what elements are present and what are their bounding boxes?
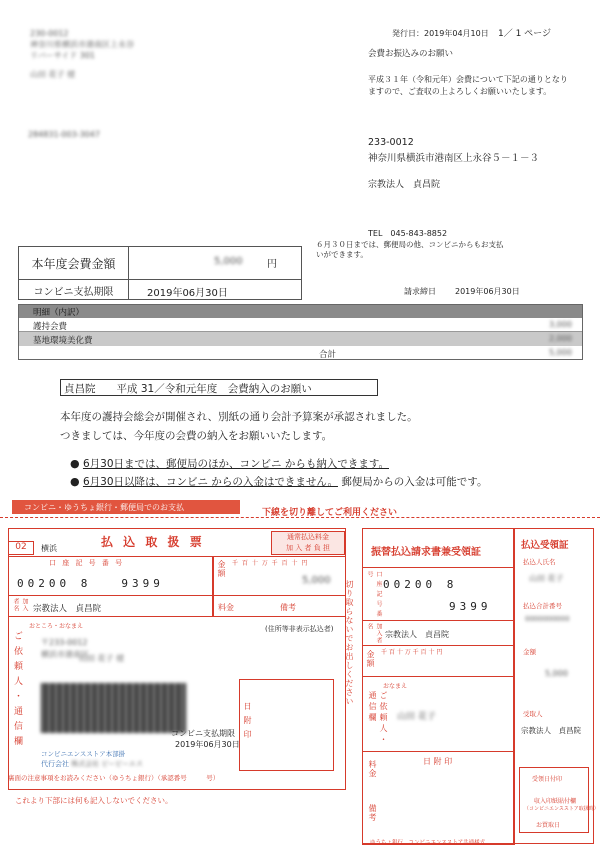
transfer-receipt xyxy=(362,528,514,844)
notice-bullet2-post: 郵便局からの入金は可能です。 xyxy=(341,476,488,488)
payment-receipt xyxy=(514,528,599,844)
member-label: 加入者名 xyxy=(12,598,28,612)
right-amount-value: 5,000 xyxy=(545,669,568,678)
barcode-image xyxy=(41,683,186,733)
details-header-label: 明細（内訳） xyxy=(33,308,85,318)
letter-body-line1: 平成３１年（令和元年）会費について下記の通りとなり xyxy=(368,75,568,84)
slip-code-yokohama: 横浜 xyxy=(41,544,57,553)
slip-deadline-label: コンビニ支払期限 xyxy=(171,729,235,738)
sender-code: 284831-003-3047 xyxy=(28,130,100,139)
slip-fee-box xyxy=(271,531,345,555)
slip-deadline-value: 2019年06月30日 xyxy=(175,740,240,749)
deadline-value: 2019年06月30日 xyxy=(147,288,228,299)
stamp-inner-label: 収入印紙貼付欄 xyxy=(534,798,577,805)
details-row xyxy=(19,318,582,332)
kana-label: おところ・おなまえ xyxy=(29,623,84,630)
sender-line3: リバーサイド 301 xyxy=(30,51,96,60)
mid-account-number: 00200 8 xyxy=(383,578,458,591)
notice-bullet1 xyxy=(70,456,389,471)
slip-amount-header: 千 百 十 万 千 百 十 円 xyxy=(232,560,309,567)
slip-code-02: 02 xyxy=(8,541,34,555)
mid-payer-name: 山田 花子 xyxy=(397,712,436,722)
agent-label: 代行会社 xyxy=(41,760,69,768)
account-box xyxy=(8,556,213,596)
fee-box xyxy=(213,595,346,617)
slip-amount-label: 金額 xyxy=(217,560,226,578)
mid-payer-label: おなまえ xyxy=(383,683,408,690)
notice-bullet2-text: 6月30日以降は、コンビニ からの入金はできません。 xyxy=(82,476,338,488)
right-date-label: お買取日 xyxy=(536,822,561,829)
stamp-label: 日附印 xyxy=(243,702,252,744)
below-note: これより下部には何も記入しないでください。 xyxy=(15,796,173,805)
mid-amount-header: 千 百 十 万 千 百 十 円 xyxy=(381,649,443,656)
fee-label: 料金 xyxy=(218,603,234,612)
bullet-dot-icon: ● xyxy=(70,475,80,488)
right-amount-label: 金額 xyxy=(523,648,536,656)
recipient-address: 神奈川県横浜市港南区上永谷５－１－３ xyxy=(368,153,540,164)
requester-label: ご依頼人・通信欄 xyxy=(12,631,22,751)
notice-line2: つきましては、今年度の会費の納入をお願いいたします。 xyxy=(60,430,333,442)
recipient-note xyxy=(316,240,504,260)
billing-close-value: 2019年06月30日 xyxy=(455,287,520,296)
member-box xyxy=(8,595,213,617)
recipient-name: 宗教法人 貞昌院 xyxy=(368,180,441,190)
mid-fee-label: 料金 xyxy=(368,760,377,778)
mid-fee-stamp-box xyxy=(362,751,515,845)
remarks-label: 備考 xyxy=(280,603,296,612)
details-row xyxy=(19,332,582,346)
sender-name: 山田 花子 様 xyxy=(30,70,76,79)
deadline-label: コンビニ支払期限 xyxy=(19,280,129,300)
payment-slip xyxy=(8,528,346,805)
letter-greeting: 会費お振込みのお願い xyxy=(368,49,454,59)
bullet-dot-icon: ● xyxy=(70,457,80,470)
summary-table xyxy=(18,246,302,300)
sender-address xyxy=(30,28,134,80)
payer-postal: 〒233-0012 xyxy=(41,638,88,647)
details-row-value: 3,000 xyxy=(549,320,572,329)
right-stamp-label: 受領日付印 xyxy=(532,776,563,783)
right-stamp-box xyxy=(519,767,599,833)
mid-stamp-label: 日 附 印 xyxy=(423,757,453,766)
details-row-label: 護持会費 xyxy=(33,322,68,332)
right-payno-label: 払込合計番号 xyxy=(523,602,562,610)
recipient-note-line1: ６月３０日までは、郵便局の他、コンビニからもお支払 xyxy=(316,240,504,249)
agent-line xyxy=(41,759,143,769)
account-label: 口 座 記 号 番 号 xyxy=(49,559,125,567)
recipient-tel: TEL 045-843-8852 xyxy=(368,229,448,238)
sender-line2: 神奈川県横浜市港南区上永谷 xyxy=(30,40,134,49)
notice-bullet1-text: 6月30日までは、郵便局のほか、コンビニ からも納入できます。 xyxy=(82,458,389,470)
mid-remarks-label: 備考 xyxy=(368,804,377,822)
account-number: 00200 8 9399 xyxy=(17,577,164,590)
member-name: 宗教法人 貞昌院 xyxy=(33,604,102,614)
recipient-note-line2: いができます。 xyxy=(316,250,368,259)
store-name: コンビニエンスストア本部掛 xyxy=(41,750,126,758)
sender-postal: 230-0012 xyxy=(30,29,69,38)
slip-fee-line2: 加 入 者 負 担 xyxy=(286,544,330,552)
address-note: (住所等非表示払込者) xyxy=(265,625,334,633)
notice-bullet2 xyxy=(70,474,487,489)
mid-account-label: 口 座 記 号 番 号 xyxy=(366,571,382,618)
cut-note: 下線を切り離してご利用ください xyxy=(262,508,398,518)
payer-address: 横浜市港南区 xyxy=(41,650,89,659)
details-row-value: 2,000 xyxy=(549,334,572,343)
mid-amount-label: 金額 xyxy=(366,650,375,668)
slip-title: 払 込 取 扱 票 xyxy=(101,535,205,549)
details-header xyxy=(19,305,582,318)
mid-member-name: 宗教法人 貞昌院 xyxy=(385,630,449,639)
mid-member-label: 加入者名 xyxy=(366,623,382,644)
side-cut-note: 切り取らないでお出しください xyxy=(345,580,354,706)
mid-amount-box xyxy=(362,645,515,677)
cut-line xyxy=(0,517,600,518)
details-total-row xyxy=(19,346,582,360)
right-payer-name: 山田 花子 xyxy=(529,574,564,583)
right-receiver-name: 宗教法人 貞昌院 xyxy=(521,726,581,735)
bottom-credit: ゆうちょ銀行、コンビニエンスストア共通様式 xyxy=(370,840,486,846)
stamp-box xyxy=(239,679,334,771)
agent-name: 株式会社 ビービーエス xyxy=(71,760,143,768)
notice-title: 貞昌院 平成 31／令和元年度 会費納入のお願い xyxy=(60,379,378,396)
slip-amount-value: 5,000 xyxy=(302,575,331,586)
details-table xyxy=(18,304,583,360)
billing-close-label: 請求締日 xyxy=(404,287,436,296)
recipient-postal: 233-0012 xyxy=(368,137,414,148)
stamp-inner-label-2: （コンビニエンスストア取扱時） xyxy=(524,806,599,812)
page-number: 1／ 1 ページ xyxy=(498,29,551,39)
payer-name: 山田 花子 様 xyxy=(79,654,125,663)
mid-account-box xyxy=(362,567,515,621)
right-title: 払込受領証 xyxy=(521,540,569,551)
amount-box xyxy=(213,556,346,596)
mid-account-number-2: 9399 xyxy=(449,600,492,613)
right-payno-value: 0000000000 xyxy=(525,615,570,623)
slip-banner: コンビニ・ゆうちょ銀行・郵便局でのお支払 xyxy=(12,500,240,514)
notice-line1: 本年度の護持会総会が開催され、別紙の通り会計予算案が承認されました。 xyxy=(60,411,418,423)
mid-member-box xyxy=(362,620,515,646)
amount-cell xyxy=(129,247,301,280)
back-note: 裏面の注意事項をお読みください（ゆうちょ銀行）（承認番号 号） xyxy=(8,774,220,782)
details-row-label: 墓地環境美化費 xyxy=(33,336,93,346)
issue-date: 発行日：2019年04月10日 xyxy=(392,29,489,38)
details-total-label: 合計 xyxy=(319,350,337,360)
right-payer-label: 払込人氏名 xyxy=(523,558,556,566)
right-receiver-label: 受取人 xyxy=(523,710,543,718)
amount-value: 5,000 xyxy=(214,256,243,267)
letter-body xyxy=(368,74,568,98)
amount-yen: 円 xyxy=(267,259,277,270)
mid-requester-label: ご依頼人・通信欄 xyxy=(368,691,388,746)
slip-fee-line1: 通常払込料金 xyxy=(287,533,329,541)
amount-label: 本年度会費金額 xyxy=(19,247,129,280)
details-total-value: 5,000 xyxy=(549,348,572,357)
letter-body-line2: ますので、ご査収の上よろしくお願いいたします。 xyxy=(368,87,552,96)
mid-title: 振替払込請求書兼受領証 xyxy=(371,547,481,558)
